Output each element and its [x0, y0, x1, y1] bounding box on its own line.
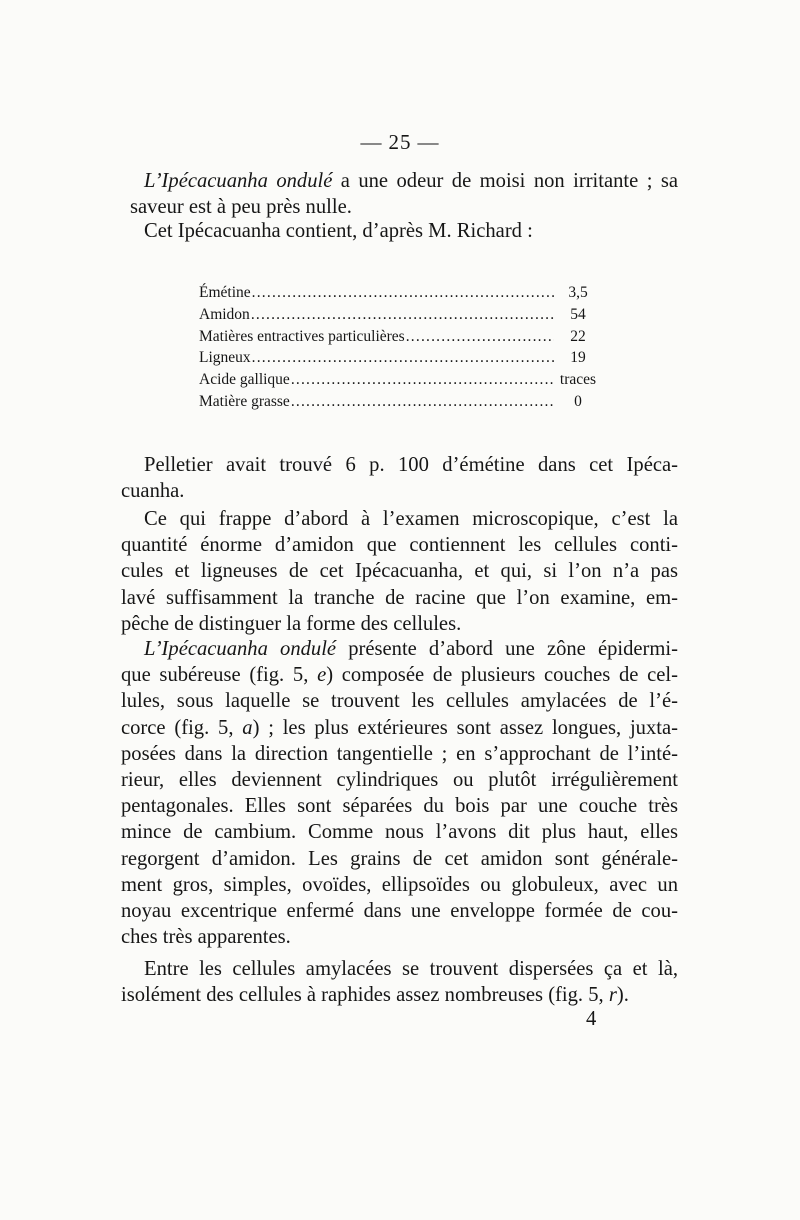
paragraph-line: pentagonales. Elles sont séparées du bois par une couche très — [121, 795, 678, 818]
paragraph-line: noyau excentrique enfermé dans une enveloppe formée de cou- — [121, 900, 678, 923]
paragraph-text: isolément des cellules à raphides assez nombreuses (fig. 5, — [121, 984, 609, 1007]
component-value: 19 — [570, 349, 586, 367]
paragraph-line — [121, 982, 678, 1008]
paragraph-line: Ce qui frappe d’abord à l’examen microscopique, c’est la — [144, 508, 678, 530]
paragraph-line: cuanha. — [121, 480, 185, 503]
paragraph-text: ). — [616, 984, 629, 1007]
paragraph-line: Entre les cellules amylacées se trouvent dispersées ça et là, — [144, 958, 678, 980]
paragraph-odeur — [130, 168, 678, 220]
paragraph-line: posées dans la direction tangentielle ; en s’approchant de l’inté- — [121, 742, 678, 765]
component-label: Ligneux — [199, 349, 251, 367]
component-label: Matières entractives particulières — [199, 327, 405, 345]
paragraph-line: Pelletier avait trouvé 6 p. 100 d’émétine dans cet Ipéca- — [144, 454, 678, 476]
component-value: 0 — [574, 392, 582, 410]
paragraph-line: rieur, elles deviennent cylindriques ou plutôt irrégulièrement — [121, 769, 678, 792]
paragraph-line: Cet Ipécacuanha contient, d’après M. Richard : — [144, 220, 533, 242]
table-row — [199, 347, 602, 369]
paragraph-line — [144, 168, 678, 194]
paragraph-line: lules, sous laquelle se trouvent les cellules amylacées de l’é- — [121, 690, 678, 713]
dot-leader — [252, 282, 554, 304]
paragraph-line — [121, 636, 678, 662]
paragraph-text: ) ; les plus extérieures sont assez longues, juxta- — [252, 716, 678, 739]
table-row — [199, 304, 602, 326]
table-row — [199, 391, 602, 413]
component-value: 54 — [570, 305, 586, 323]
dot-leader — [251, 304, 554, 326]
italic-term: L’Ipécacuanha ondulé — [144, 170, 333, 192]
paragraph-text: ) composée de plusieurs couches de cel- — [326, 664, 679, 687]
paragraph-text: présente d’abord une zône épidermi- — [336, 638, 678, 660]
component-label: Matière grasse — [199, 392, 290, 410]
paragraph-line: ment gros, simples, ovoïdes, ellipsoïdes ou globuleux, avec un — [121, 873, 678, 896]
dot-leader — [406, 326, 554, 348]
page-number — [0, 130, 800, 155]
paragraph-line: saveur est à peu près nulle. — [130, 196, 352, 219]
figure-ref-letter: r — [608, 984, 617, 1007]
dot-leader — [291, 391, 554, 413]
table-row — [199, 326, 602, 348]
paragraph-pelletier — [121, 452, 678, 504]
paragraph-line: ches très apparentes. — [121, 926, 291, 949]
paragraph-microscopic — [121, 506, 678, 637]
paragraph-zone-epidermique — [121, 636, 678, 950]
component-label: Amidon — [199, 305, 250, 323]
paragraph-line: regorgent d’amidon. Les grains de cet amidon sont générale- — [121, 847, 678, 870]
component-value: 3,5 — [568, 284, 588, 301]
figure-ref-letter: e — [317, 664, 327, 687]
italic-term: L’Ipécacuanha ondulé — [144, 638, 337, 660]
figure-ref-letter: a — [242, 716, 253, 739]
component-value: 22 — [570, 327, 586, 345]
component-value: traces — [559, 371, 597, 389]
paragraph-line: mince de cambium. Comme nous l’avons dit plus haut, elles — [121, 821, 678, 844]
paragraph-raphides — [121, 956, 678, 1008]
signature-mark: 4 — [586, 1008, 597, 1030]
composition-table — [199, 282, 602, 413]
table-row — [199, 369, 602, 391]
paragraph-line: cules et ligneuses de cet Ipécacuanha, et qui, si l’on n’a pas — [121, 560, 678, 583]
paragraph-line — [121, 715, 678, 741]
page-number-dash-left: — — [360, 130, 383, 154]
page-number-dash-right: — — [417, 130, 440, 154]
dot-leader — [291, 369, 554, 391]
page-number-value: 25 — [388, 130, 412, 154]
paragraph-line — [121, 662, 678, 688]
paragraph-composition-intro — [144, 218, 678, 244]
dot-leader — [252, 347, 554, 369]
paragraph-text: a une odeur de moisi non irritante ; sa — [332, 170, 678, 192]
paragraph-text: corce (fig. 5, — [121, 716, 243, 739]
component-label: Acide gallique — [199, 371, 290, 389]
component-label: Émétine — [199, 284, 251, 301]
paragraph-line: lavé suffisamment la tranche de racine que l’on examine, em- — [121, 586, 678, 609]
paragraph-text: que subéreuse (fig. 5, — [121, 664, 318, 687]
table-row — [199, 282, 602, 304]
paragraph-line: pêche de distinguer la forme des cellules. — [121, 612, 462, 635]
paragraph-line: quantité énorme d’amidon que contiennent les cellules conti- — [121, 534, 678, 557]
